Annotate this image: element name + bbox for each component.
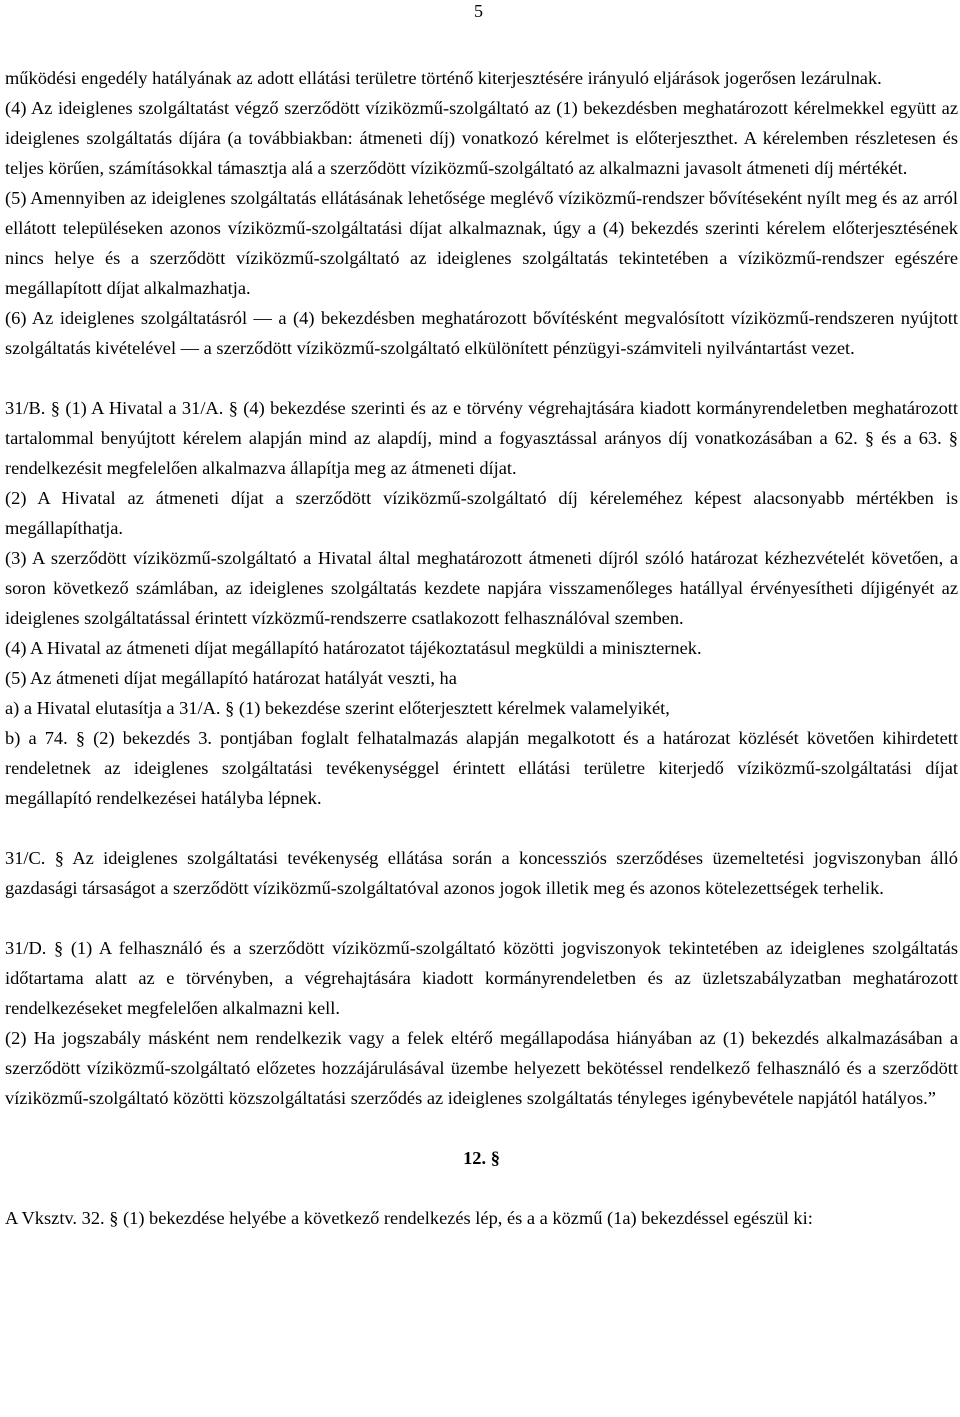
paragraph: 31/C. § Az ideiglenes szolgáltatási tevékenység ellátása során a koncessziós szerződéses üzemeltetési jogviszonyban álló gazdasági társaságot a szerződött víziközmű-szolgáltatóval azonos jogok illetik meg és azonos kötelezettségek terhelik. (5, 848, 958, 898)
paragraph: 31/B. § (1) A Hivatal a 31/A. § (4) bekezdése szerinti és az e törvény végrehajtására kiadott kormányrendeletben meghatározott tartalommal benyújtott kérelem alapján mind az alapdíj, mind a fogyasztással arányos díj vonatkozásában a 62. § és a 63. § rendelkezésit megfelelően alkalmazva állapítja meg az átmeneti díjat. (5, 398, 958, 478)
document-body (5, 63, 958, 1233)
paragraph: (5) Amennyiben az ideiglenes szolgáltatás ellátásának lehetősége meglévő víziközmű-rendszer bővítéseként nyílt meg és az arról ellátott településeken azonos víziközmű-szolgáltatási díjat alkalmaznak, úgy a (4) bekezdés szerinti kérelem előterjesztésének nincs helye és a szerződött víziközmű-szolgáltató az ideiglenes szolgáltatás tekintetében a víziközmű-rendszer egészére megállapított díjat alkalmazhatja. (5, 188, 958, 298)
paragraph: (2) A Hivatal az átmeneti díjat a szerződött víziközmű-szolgáltató díj kéreleméhez képest alacsonyabb mértékben is megállapíthatja. (5, 488, 958, 538)
paragraph: (4) A Hivatal az átmeneti díjat megállapító határozatot tájékoztatásul megküldi a miniszternek. (5, 638, 702, 658)
spacer (5, 363, 958, 393)
spacer (5, 813, 958, 843)
paragraph: A Vksztv. 32. § (1) bekezdése helyébe a következő rendelkezés lép, és a a közmű (1a) bekezdéssel egészül ki: (5, 1208, 813, 1228)
paragraph: (6) Az ideiglenes szolgáltatásról ― a (4) bekezdésben meghatározott bővítésként megvalósított víziközmű-rendszeren nyújtott szolgáltatás kivételével ― a szerződött víziközmű-szolgáltató elkülönített pénzügyi-számviteli nyilvántartást vezet. (5, 308, 958, 358)
paragraph: 31/D. § (1) A felhasználó és a szerződött víziközmű-szolgáltató közötti jogviszonyok tekintetében az ideiglenes szolgáltatás időtartama alatt az e törvényben, a végrehajtására kiadott kormányrendeletben és az üzletszabályzatban meghatározott rendelkezéseket megfelelően alkalmazni kell. (5, 938, 958, 1018)
spacer (5, 903, 958, 933)
paragraph: b) a 74. § (2) bekezdés 3. pontjában foglalt felhatalmazás alapján megalkotott és a határozat közlését követően kihirdetett rendeletnek az ideiglenes szolgáltatási tevékenységgel érintett ellátási területre kiterjedő víziközmű-szolgáltatási díjat megállapító rendelkezései hatályba lépnek. (5, 728, 958, 808)
paragraph: (3) A szerződött víziközmű-szolgáltató a Hivatal által meghatározott átmeneti díjról szóló határozat kézhezvételét követően, a soron következő számlában, az ideiglenes szolgáltatás kezdete napjára visszamenőleges hatállyal érvényesítheti díjigényét az ideiglenes szolgáltatással érintett vízközmű-rendszerre csatlakozott felhasználóval szemben. (5, 548, 958, 628)
paragraph: (4) Az ideiglenes szolgáltatást végző szerződött víziközmű-szolgáltató az (1) bekezdésben meghatározott kérelmekkel együtt az ideiglenes szolgáltatás díjára (a továbbiakban: átmeneti díj) vonatkozó kérelmet is előterjeszthet. A kérelemben részletesen és teljes körűen, számításokkal támasztja alá a szerződött víziközmű-szolgáltató az alkalmazni javasolt átmeneti díj mértékét. (5, 98, 958, 178)
paragraph: (5) Az átmeneti díjat megállapító határozat hatályát veszti, ha (5, 668, 457, 688)
spacer (5, 1113, 958, 1143)
section-heading: 12. § (463, 1148, 500, 1168)
page-number: 5 (474, 1, 483, 21)
spacer (5, 1173, 958, 1203)
paragraph: a) a Hivatal elutasítja a 31/A. § (1) bekezdése szerint előterjesztett kérelmek valamelyikét, (5, 698, 670, 718)
paragraph: (2) Ha jogszabály másként nem rendelkezik vagy a felek eltérő megállapodása hiányában az (1) bekezdés alkalmazásában a szerződött víziközmű-szolgáltató előzetes hozzájárulásával üzembe helyezett bekötéssel rendelkező felhasználó és a szerződött víziközmű-szolgáltató közötti közszolgáltatási szerződés az ideiglenes szolgáltatás tényleges igénybevétele napjától hatályos.” (5, 1028, 958, 1108)
paragraph: működési engedély hatályának az adott ellátási területre történő kiterjesztésére irányuló eljárások jogerősen lezárulnak. (5, 68, 882, 88)
